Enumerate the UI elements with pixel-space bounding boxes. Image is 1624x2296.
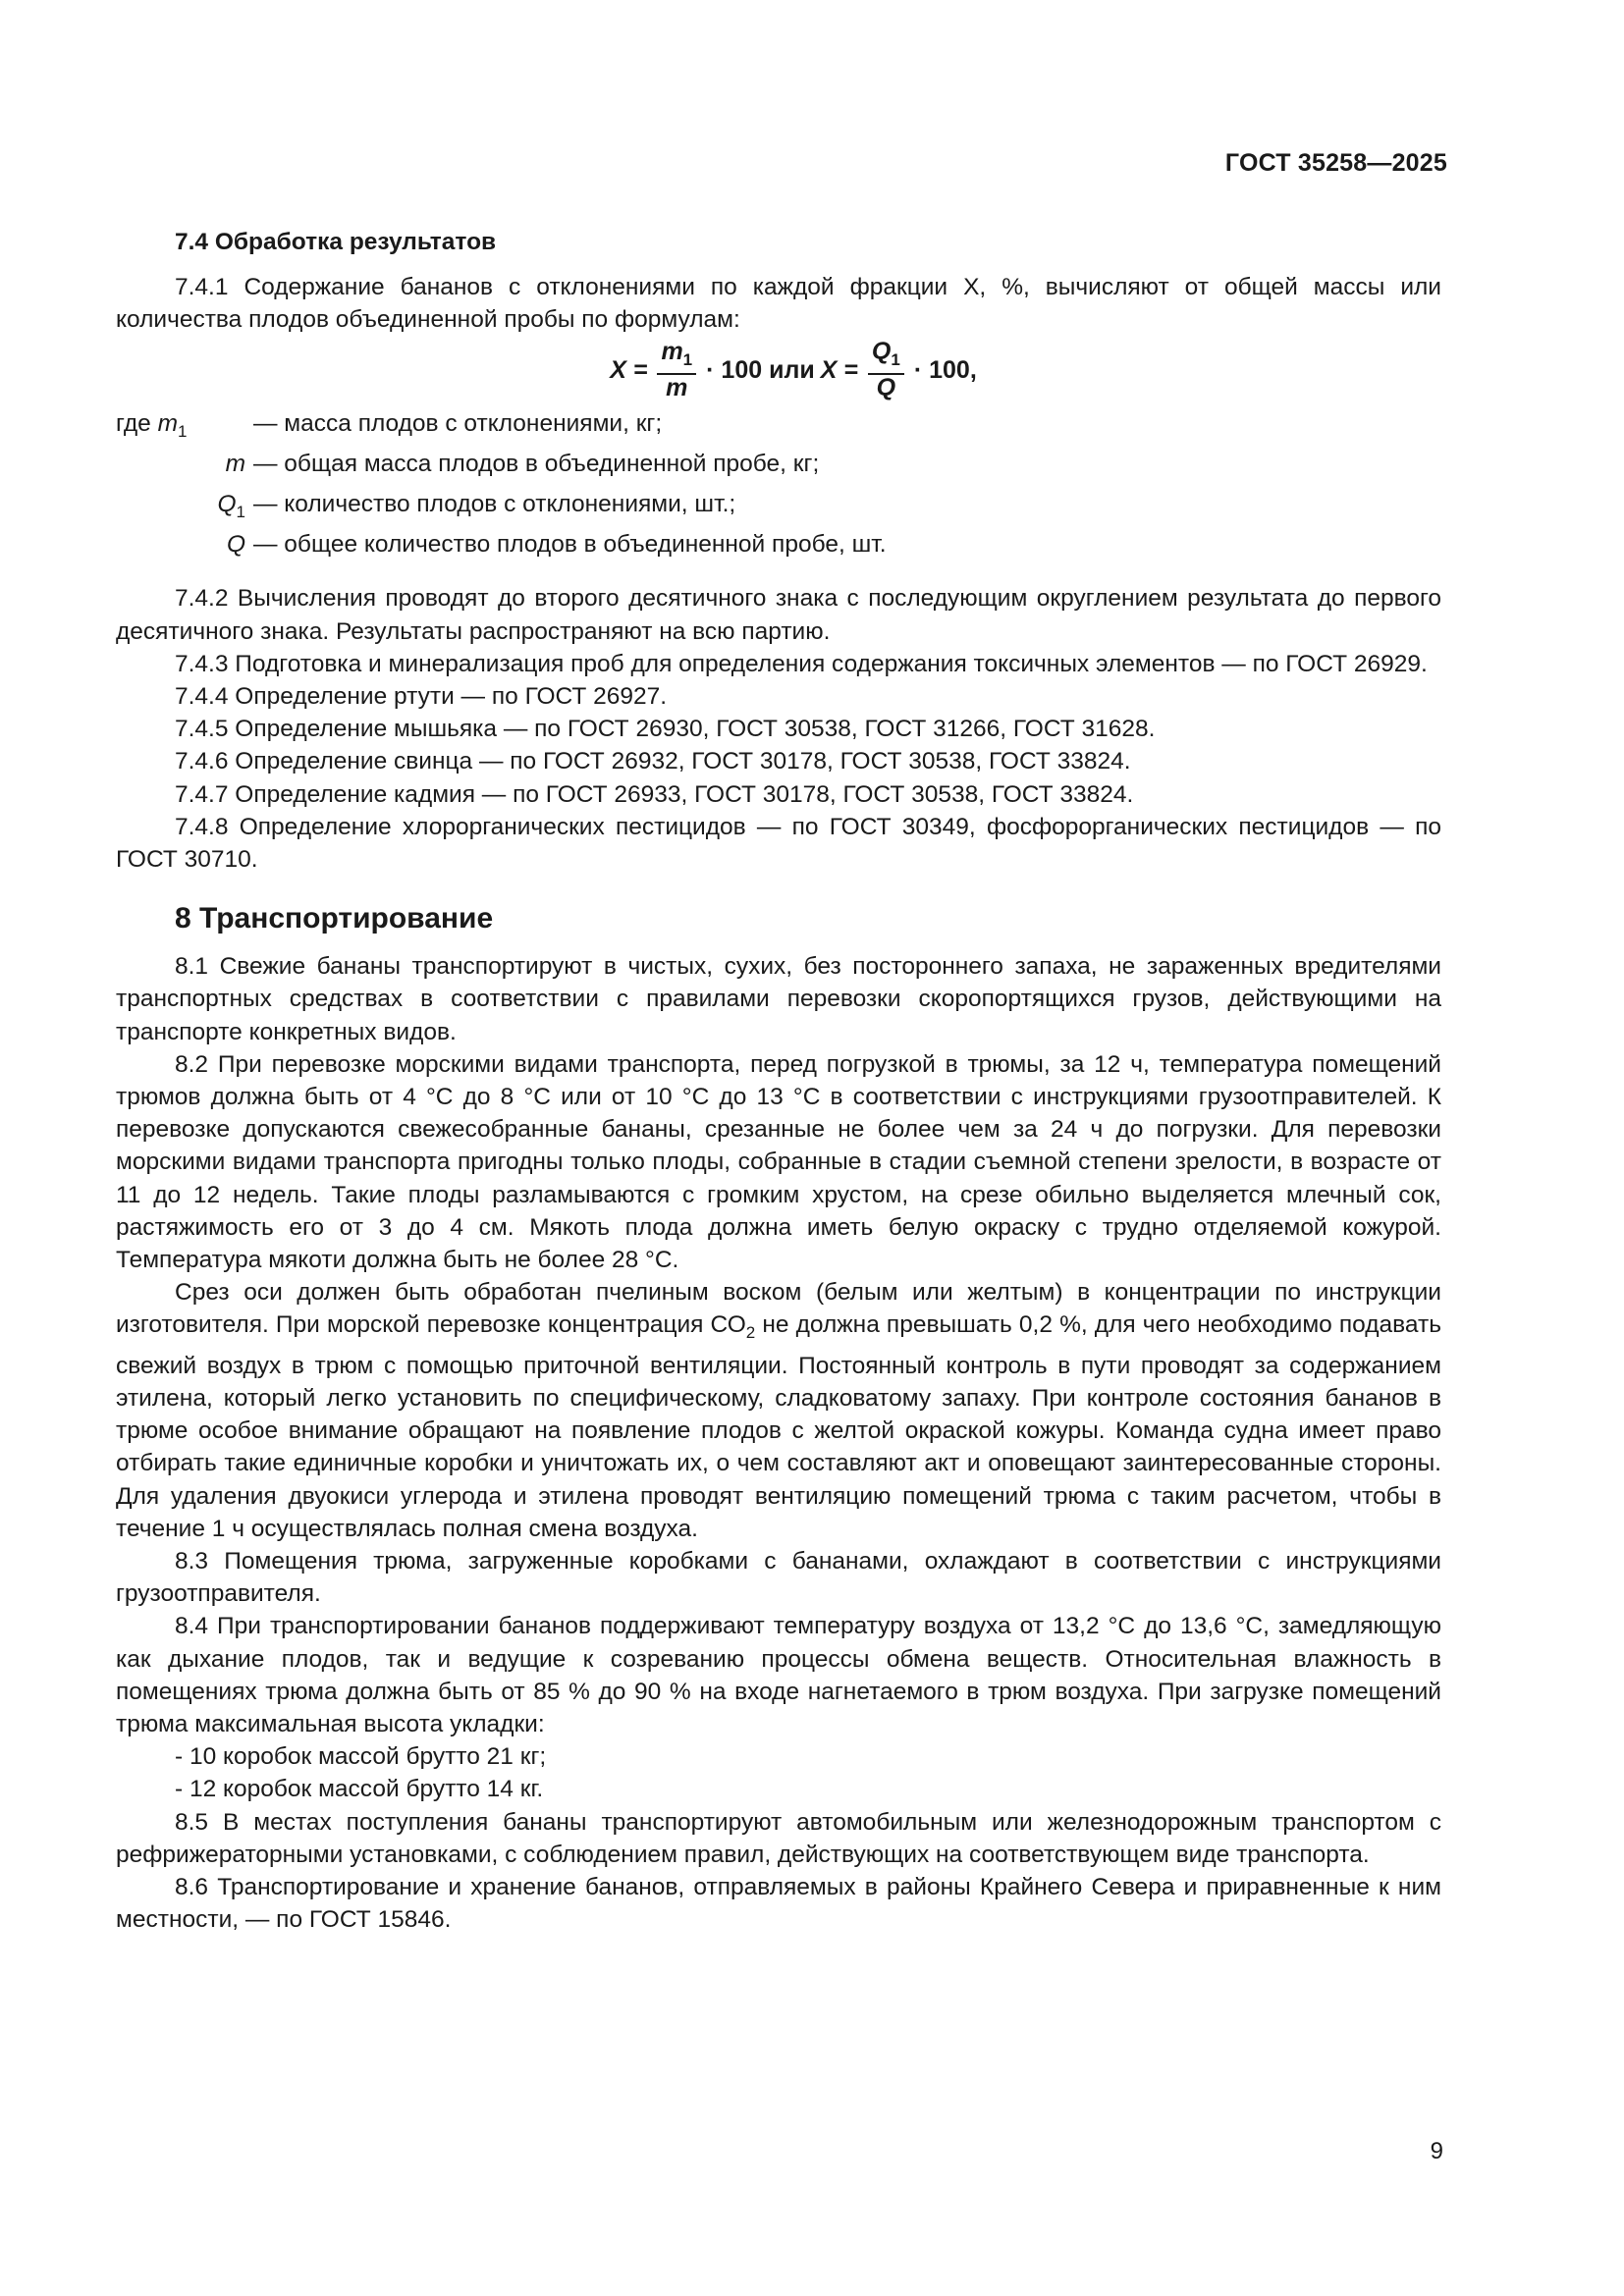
legend-symbol: m: [157, 409, 178, 437]
legend-description: — общее количество плодов в объединенной пробе, шт.: [253, 531, 887, 559]
fraction-mass-denominator: m: [666, 374, 688, 402]
paragraph-7-4-1: 7.4.1 Содержание бананов с отклонениями по каждой фракции X, %, вычисляют от общей массы или количества плодов объединенной пробы по формулам:: [116, 274, 1441, 334]
list-item: - 10 коробок массой брутто 21 кг;: [175, 1743, 547, 1771]
legend-description: — масса плодов с отклонениями, кг;: [253, 409, 663, 437]
paragraph-8-2-continued: [116, 1276, 1441, 1545]
paragraph-7-4-7: 7.4.7 Определение кадмия — по ГОСТ 26933, ГОСТ 30178, ГОСТ 30538, ГОСТ 33824.: [175, 780, 1134, 808]
legend-row: [116, 448, 1441, 488]
page-number: 9: [1430, 2138, 1443, 2164]
paragraph-8-3: 8.3 Помещения трюма, загруженные коробками с бананами, охлаждают в соответствии с инструкциями грузоотправителя.: [116, 1547, 1441, 1608]
section-heading-8: 8 Транспортирование: [175, 902, 494, 935]
fraction-mass-numerator: m: [661, 338, 683, 366]
co2-subscript: 2: [745, 1323, 756, 1343]
fraction-count-numerator-sub: 1: [891, 350, 900, 370]
co2-text-before: Срез оси должен быть обработан пчелиным воском (белым или желтым) в концентрации по инструкции изготовителя. При морской перевозке концентрация СО: [116, 1279, 1441, 1339]
fraction-count: [868, 339, 904, 400]
paragraph-8-6: 8.6 Транспортирование и хранение бананов, отправляемых в районы Крайнего Севера и приравненные к ним местности, — по ГОСТ 15846.: [116, 1873, 1441, 1934]
formula-middle: · 100 или: [706, 355, 815, 384]
co2-text-after: не должна превышать 0,2 %, для чего необходимо подавать свежий воздух в трюм с помощью приточной вентиляции. Постоянный контроль в пути проводят за содержанием этилена, который легко установить по специфическому, сладковатому запаху. При контроле состояния бананов в трюме особое внимание обращают на появление плодов с желтой окраской кожуры. Команда судна имеет право отбирать такие единичные коробки и уничтожать их, о чем составляют акт и оповещают заинтересованные стороны. Для удаления двуокиси углерода и этилена проводят вентиляцию помещений трюма с таким расчетом, чтобы в течение 1 ч осуществлялась полная смена воздуха.: [116, 1311, 1441, 1542]
paragraph-8-5: 8.5 В местах поступления бананы транспортируют автомобильным или железнодорожным транспортом с рефрижераторными установками, с соблюдением правил, действующих на соответствующем виде транспорта.: [116, 1808, 1441, 1868]
document-body: [116, 226, 1441, 1936]
fraction-count-numerator: Q: [871, 338, 892, 366]
section-heading-7-4: 7.4 Обработка результатов: [175, 229, 497, 255]
legend-description: — общая масса плодов в объединенной пробе, кг;: [253, 450, 820, 477]
legend-row: [116, 488, 1441, 528]
legend-symbol-sub: 1: [236, 503, 245, 522]
paragraph-7-4-6: 7.4.6 Определение свинца — по ГОСТ 26932, ГОСТ 30178, ГОСТ 30538, ГОСТ 33824.: [175, 748, 1131, 775]
paragraph-7-4-4: 7.4.4 Определение ртути — по ГОСТ 26927.: [175, 683, 668, 711]
legend-symbol-sub: 1: [178, 421, 188, 441]
formula-tail: · 100,: [913, 355, 977, 384]
formula-lhs-1: X =: [610, 355, 648, 384]
legend-prefix: где: [116, 409, 151, 437]
paragraph-8-2: 8.2 При перевозке морскими видами транспорта, перед погрузкой в трюмы, за 12 ч, температура помещений трюмов должна быть от 4 °С до 8 °С или от 10 °С до 13 °С в соответствии с инструкциями грузоотправителей. К перевозке допускаются свежесобранные бананы, срезанные не более чем за 24 ч до погрузки. Для перевозки морскими видами транспорта пригодны только плоды, собранные в стадии съемной степени зрелости, в возрасте от 11 до 12 недель. Такие плоды разламываются с громким хрустом, на срезе обильно выделяется млечный сок, растяжимость его от 3 до 4 см. Мякоть плода должна иметь белую окраску с трудно отделяемой кожурой. Температура мякоти должна быть не более 28 °С.: [116, 1050, 1441, 1274]
legend-row: [116, 407, 1441, 448]
legend-symbol: Q: [226, 531, 245, 559]
list-item: - 12 коробок массой брутто 14 кг.: [175, 1776, 544, 1803]
legend-symbol: m: [225, 450, 245, 477]
legend-symbol: Q: [217, 491, 237, 518]
fraction-mass-numerator-sub: 1: [682, 350, 693, 370]
formula: [116, 338, 1441, 402]
formula-lhs-2: X =: [820, 355, 858, 384]
legend-row: [116, 528, 1441, 568]
formula-legend: [116, 407, 1441, 569]
legend-description: — количество плодов с отклонениями, шт.;: [253, 491, 736, 518]
paragraph-8-1: 8.1 Свежие бананы транспортируют в чистых, сухих, без постороннего запаха, не зараженных вредителями транспортных средствах в соответствии с правилами перевозки скоропортящихся грузов, действующими на транспорте конкретных видов.: [116, 953, 1441, 1045]
paragraph-7-4-5: 7.4.5 Определение мышьяка — по ГОСТ 26930, ГОСТ 30538, ГОСТ 31266, ГОСТ 31628.: [175, 716, 1156, 743]
paragraph-7-4-3: 7.4.3 Подготовка и минерализация проб для определения содержания токсичных элементов — по ГОСТ 26929.: [175, 650, 1428, 677]
fraction-mass: [657, 339, 696, 400]
paragraph-7-4-2: 7.4.2 Вычисления проводят до второго десятичного знака с последующим округлением результата до первого десятичного знака. Результаты распространяют на всю партию.: [116, 585, 1441, 645]
paragraph-8-4: 8.4 При транспортировании бананов поддерживают температуру воздуха от 13,2 °С до 13,6 °С, замедляющую как дыхание плодов, так и ведущие к созреванию процессы обмена веществ. Относительная влажность в помещениях трюма должна быть от 85 % до 90 % на входе нагнетаемого в трюм воздуха. При загрузке помещений трюма максимальная высота укладки:: [116, 1613, 1441, 1737]
paragraph-7-4-8: 7.4.8 Определение хлорорганических пестицидов — по ГОСТ 30349, фосфорорганических пестицидов — по ГОСТ 30710.: [116, 813, 1441, 874]
fraction-count-denominator: Q: [876, 374, 896, 402]
page-header: ГОСТ 35258—2025: [1224, 149, 1447, 177]
